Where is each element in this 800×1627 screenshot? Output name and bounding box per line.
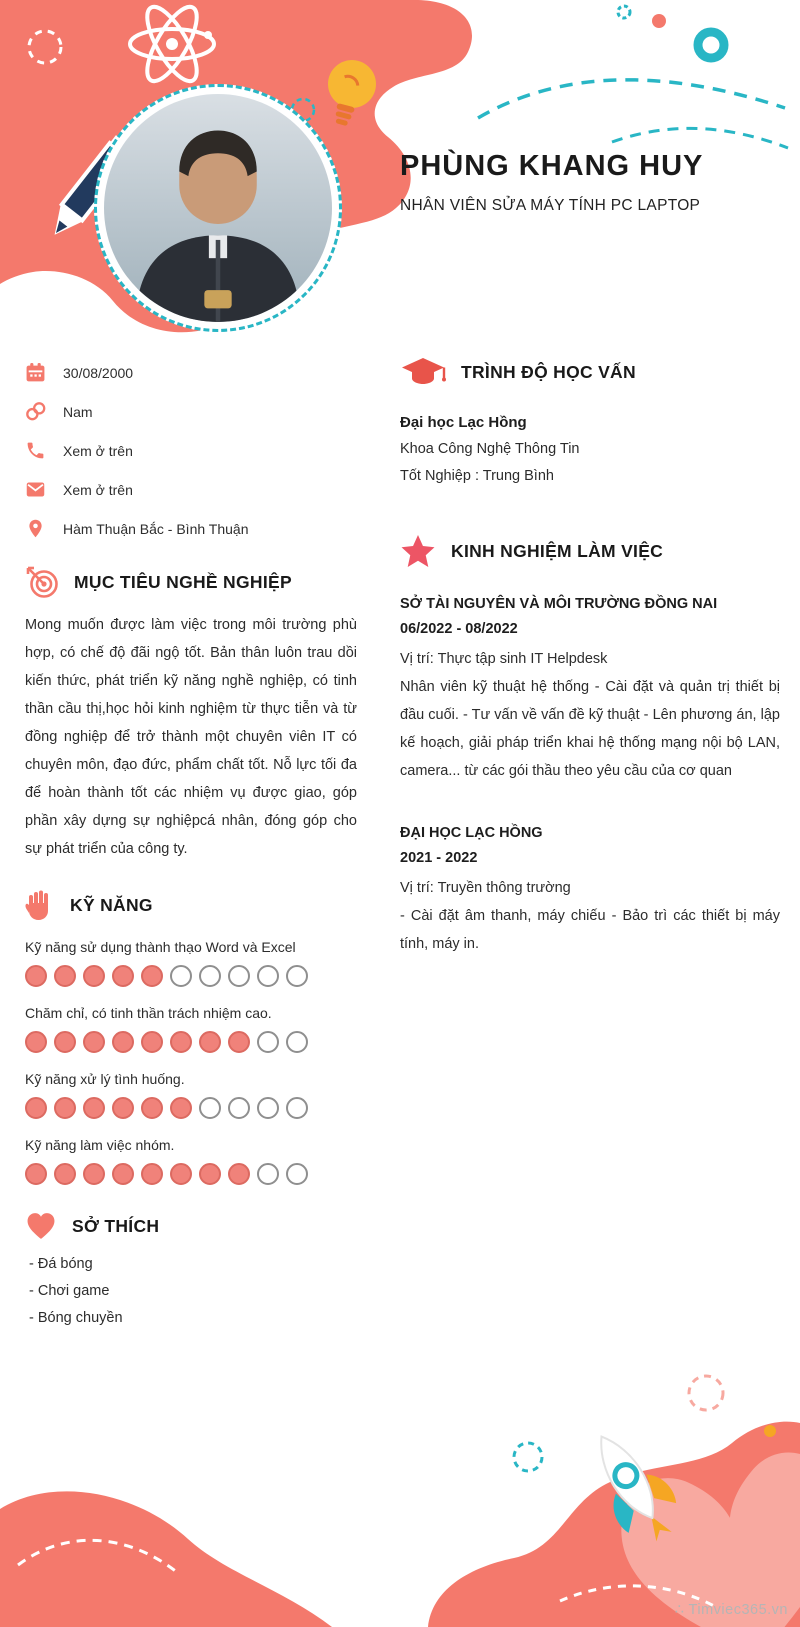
job-position: Vị trí: Thực tập sinh IT Helpdesk xyxy=(400,651,608,667)
dashed-circle-teal-footer xyxy=(514,1443,542,1471)
skill-label: Kỹ năng sử dụng thành thạo Word và Excel xyxy=(25,939,296,955)
rating-dot-filled xyxy=(112,1097,134,1119)
skill-rating xyxy=(25,1097,357,1119)
gender-icon xyxy=(25,401,46,422)
education-heading-label: TRÌNH ĐỘ HỌC VẤN xyxy=(461,361,636,382)
rating-dot-filled xyxy=(228,1163,250,1185)
personal-row-gender xyxy=(25,401,357,422)
profile-photo-image xyxy=(104,94,332,322)
rating-dot-filled xyxy=(170,1163,192,1185)
phone-value: Xem ở trên xyxy=(63,442,133,459)
rating-dot-filled xyxy=(112,965,134,987)
target-dart-icon xyxy=(25,565,59,599)
rating-dot-filled xyxy=(25,1097,47,1119)
coral-blob-bottom-left xyxy=(0,1491,332,1627)
job-period: 06/2022 - 08/2022 xyxy=(400,621,518,637)
rating-dot-filled xyxy=(112,1031,134,1053)
dashed-circle-tiny xyxy=(618,6,630,18)
job-period: 2021 - 2022 xyxy=(400,850,478,866)
dashed-arc-1 xyxy=(478,80,785,118)
candidate-job-title: NHÂN VIÊN SỬA MÁY TÍNH PC LAPTOP xyxy=(400,197,701,214)
teal-donut xyxy=(698,32,724,58)
rating-dot-empty xyxy=(228,1097,250,1119)
personal-row-phone xyxy=(25,440,357,461)
rating-dot-empty xyxy=(257,965,279,987)
skill-item xyxy=(25,1071,357,1119)
section-heading-objective xyxy=(25,565,357,599)
personal-row-address xyxy=(25,518,357,539)
profile-photo xyxy=(94,84,342,332)
skill-rating xyxy=(25,1163,357,1185)
dashed-arc-2 xyxy=(612,128,788,148)
experience-heading-label: KINH NGHIỆM LÀM VIỆC xyxy=(451,540,664,561)
personal-row-email xyxy=(25,479,357,500)
rating-dot-empty xyxy=(286,1163,308,1185)
calendar-icon xyxy=(25,362,46,383)
phone-icon xyxy=(25,440,46,461)
coral-dot xyxy=(652,14,666,28)
star-icon xyxy=(400,534,436,568)
section-heading-experience xyxy=(400,534,780,568)
skill-item xyxy=(25,939,357,987)
rating-dot-filled xyxy=(54,1031,76,1053)
rating-dot-filled xyxy=(141,965,163,987)
rating-dot-empty xyxy=(257,1097,279,1119)
dashed-circle-pink-footer xyxy=(689,1376,723,1410)
rating-dot-empty xyxy=(286,1097,308,1119)
job-position: Vị trí: Truyền thông trường xyxy=(400,880,571,896)
skill-rating xyxy=(25,1031,357,1053)
rating-dot-filled xyxy=(54,965,76,987)
rating-dot-filled xyxy=(83,1097,105,1119)
rating-dot-filled xyxy=(54,1163,76,1185)
section-heading-hobbies xyxy=(25,1211,357,1241)
education-result: Tốt Nghiệp : Trung Bình xyxy=(400,468,554,484)
rating-dot-empty xyxy=(199,1097,221,1119)
rating-dot-filled xyxy=(112,1163,134,1185)
left-column xyxy=(25,362,357,1332)
section-heading-education xyxy=(400,356,780,388)
birthday-value: 30/08/2000 xyxy=(63,364,134,381)
watermark: ∴ Timviec365.vn xyxy=(674,1602,788,1618)
rating-dot-filled xyxy=(141,1097,163,1119)
education-school: Đại học Lạc Hồng xyxy=(400,414,527,431)
footer-decoration xyxy=(0,1357,800,1627)
hobbies-heading-label: SỞ THÍCH xyxy=(72,1215,160,1236)
rating-dot-filled xyxy=(170,1031,192,1053)
rating-dot-empty xyxy=(257,1163,279,1185)
rating-dot-filled xyxy=(170,1097,192,1119)
rating-dot-empty xyxy=(286,965,308,987)
skill-label: Kỹ năng xử lý tình huống. xyxy=(25,1071,185,1087)
skill-rating xyxy=(25,965,357,987)
job-organization: ĐẠI HỌC LẠC HỒNG xyxy=(400,825,543,841)
objective-text: Mong muốn được làm việc trong môi trường phù hợp, có chế độ đãi ngộ tốt. Bản thân luôn trau dồi kiến thức, phát triển kỹ năng nghề nghiệp, có tinh thần cầu thị,học hỏi kinh nghiệm từ thực tiễn và từ đồng nghiệp để trở thành một chuyên viên IT có chuyên môn, đạo đức, phẩm chất tốt. Nỗ lực tối đa để hoàn thành tốt các nhiệm vụ được giao, góp phần xây dựng sự nghiệpcá nhân, đóng góp cho sự phát triển của công ty. xyxy=(25,617,357,857)
section-heading-skills xyxy=(25,889,357,921)
rating-dot-empty xyxy=(257,1031,279,1053)
graduation-cap-icon xyxy=(400,356,446,388)
rating-dot-filled xyxy=(54,1097,76,1119)
rating-dot-empty xyxy=(228,965,250,987)
job-entry xyxy=(400,821,780,958)
skills-heading-label: KỸ NĂNG xyxy=(70,894,153,915)
rating-dot-filled xyxy=(141,1163,163,1185)
rating-dot-filled xyxy=(83,965,105,987)
rating-dot-filled xyxy=(141,1031,163,1053)
rating-dot-filled xyxy=(25,1031,47,1053)
skill-label: Kỹ năng làm việc nhóm. xyxy=(25,1137,175,1153)
rating-dot-empty xyxy=(199,965,221,987)
rating-dot-empty xyxy=(170,965,192,987)
job-organization: SỞ TÀI NGUYÊN VÀ MÔI TRƯỜNG ĐỒNG NAI xyxy=(400,596,718,612)
job-entry xyxy=(400,592,780,785)
objective-heading-label: MỤC TIÊU NGHỀ NGHIỆP xyxy=(74,571,292,592)
rating-dot-filled xyxy=(228,1031,250,1053)
location-icon xyxy=(25,518,46,539)
education-faculty: Khoa Công Nghệ Thông Tin xyxy=(400,441,580,457)
right-column xyxy=(400,356,780,958)
heart-icon xyxy=(25,1211,57,1241)
header-block xyxy=(400,150,785,215)
hobby-item: - Chơi game xyxy=(29,1283,110,1299)
skill-item xyxy=(25,1005,357,1053)
hand-icon xyxy=(25,889,55,921)
candidate-name: PHÙNG KHANG HUY xyxy=(400,150,704,182)
gender-value: Nam xyxy=(63,403,93,420)
rating-dot-filled xyxy=(25,965,47,987)
skill-item xyxy=(25,1137,357,1185)
orange-dot xyxy=(764,1425,776,1437)
email-icon xyxy=(25,479,46,500)
rating-dot-filled xyxy=(199,1031,221,1053)
rating-dot-filled xyxy=(199,1163,221,1185)
address-value: Hàm Thuận Bắc - Bình Thuận xyxy=(63,520,249,537)
rating-dot-empty xyxy=(286,1031,308,1053)
rating-dot-filled xyxy=(83,1163,105,1185)
rating-dot-filled xyxy=(83,1031,105,1053)
email-value: Xem ở trên xyxy=(63,481,133,498)
rating-dot-filled xyxy=(25,1163,47,1185)
skill-label: Chăm chỉ, có tinh thần trách nhiệm cao. xyxy=(25,1005,272,1021)
job-detail: Nhân viên kỹ thuật hệ thống - Cài đặt và quản trị thiết bị đầu cuối. - Tư vấn về vấn đề kỹ thuật - Lên phương án, lập kế hoạch, giải pháp triển khai hệ thống mạng nội bộ LAN, camera... từ các gói thầu theo yêu cầu của cơ quan xyxy=(400,679,780,779)
hobby-item: - Bóng chuyền xyxy=(29,1310,123,1326)
job-detail: - Cài đặt âm thanh, máy chiếu - Bảo trì các thiết bị máy tính, máy in. xyxy=(400,908,780,952)
hobby-item: - Đá bóng xyxy=(29,1256,93,1272)
personal-row-birthday xyxy=(25,362,357,383)
